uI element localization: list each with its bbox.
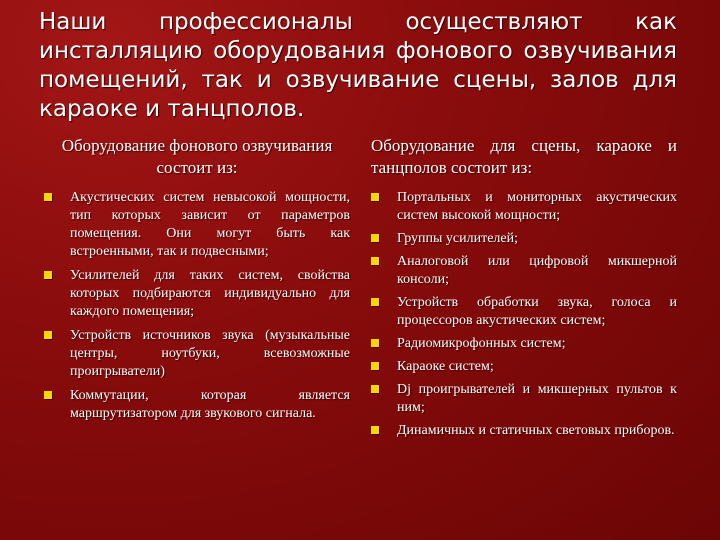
list-item-text: Караоке систем; <box>397 359 494 374</box>
list-item-text: Усилителей для таких систем, свойства которых подбираются индивидуально для каждого помещения; <box>70 268 350 319</box>
list-item-text: Портальных и мониторных акустических систем высокой мощности; <box>397 190 677 223</box>
list-item <box>371 294 677 330</box>
list-item <box>371 358 677 376</box>
list-item-text: Устройств обработки звука, голоса и процессоров акустических систем; <box>397 295 677 328</box>
list-item-text: Группы усилителей; <box>397 231 519 246</box>
square-bullet-icon <box>371 385 379 393</box>
list-item-text: Акустических систем невысокой мощности, тип которых зависит от параметров помещения. Они могут быть как встроенными, так и подвесными; <box>70 190 350 259</box>
list-item <box>371 230 677 248</box>
list-item <box>44 387 350 423</box>
square-bullet-icon <box>371 193 379 201</box>
list-item <box>44 267 350 321</box>
list-item <box>371 422 677 440</box>
list-item <box>371 335 677 353</box>
list-item-text: Коммутации, которая является маршрутизатором для звукового сигнала. <box>70 388 350 421</box>
square-bullet-icon <box>44 331 52 339</box>
list-item-text: Радиомикрофонных систем; <box>397 336 566 351</box>
square-bullet-icon <box>371 339 379 347</box>
right-bullet-list <box>371 189 677 440</box>
square-bullet-icon <box>371 362 379 370</box>
list-item <box>371 253 677 289</box>
left-bullet-list <box>44 189 350 423</box>
square-bullet-icon <box>44 193 52 201</box>
list-item-text: Dj проигрывателей и микшерных пультов к ним; <box>397 382 677 415</box>
square-bullet-icon <box>371 298 379 306</box>
slide-title: Наши профессионалы осуществляют как инсталляцию оборудования фонового озвучивания помещений, так и озвучивание сцены, залов для караоке и танцполов. <box>39 9 677 122</box>
square-bullet-icon <box>371 257 379 265</box>
list-item <box>44 189 350 261</box>
list-item <box>371 189 677 225</box>
list-item <box>44 327 350 381</box>
list-item-text: Динамичных и статичных световых приборов. <box>397 423 675 438</box>
square-bullet-icon <box>44 271 52 279</box>
square-bullet-icon <box>371 234 379 242</box>
list-item <box>371 381 677 417</box>
left-column <box>44 135 350 429</box>
list-item-text: Устройств источников звука (музыкальные центры, ноутбуки, всевозможные проигрыватели) <box>70 328 350 379</box>
right-column <box>371 135 677 445</box>
list-item-text: Аналоговой или цифровой микшерной консоли; <box>397 254 677 287</box>
square-bullet-icon <box>371 426 379 434</box>
left-column-heading: Оборудование фонового озвучивания состоит из: <box>61 136 333 177</box>
right-column-heading: Оборудование для сцены, караоке и танцполов состоит из: <box>371 136 677 177</box>
square-bullet-icon <box>44 391 52 399</box>
